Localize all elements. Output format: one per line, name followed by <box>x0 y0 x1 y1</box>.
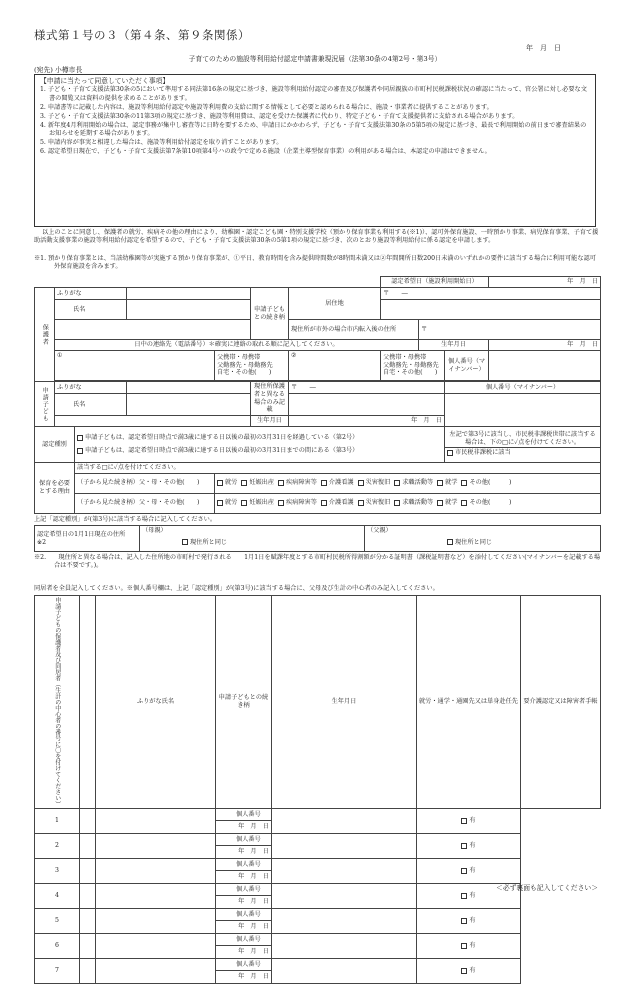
father-address-field[interactable]: （父親） 現住所と同じ <box>365 526 601 552</box>
guardian-label: 保護者 <box>35 288 55 382</box>
contact-1-type[interactable]: 父携帯・母携帯 父勤務先・母勤務先 自宅・その他( ) <box>215 351 289 381</box>
member-care-field: 有 <box>417 809 521 834</box>
col-care: 要介護認定又は障害者手帳 <box>521 596 601 809</box>
member-personal-number-field[interactable]: 個人番号 <box>216 834 272 846</box>
father-same-address-checkbox[interactable] <box>447 539 453 545</box>
member-birthdate-field[interactable]: 年 月 日 <box>216 871 272 884</box>
member-work-field[interactable] <box>272 934 417 959</box>
member-work-field[interactable] <box>272 959 417 984</box>
desired-date-label: 認定希望日（施設利用開始日） <box>381 277 489 288</box>
reason-header: 該当する□に✓点を付けてください。 <box>75 463 601 474</box>
reason-illness-checkbox[interactable] <box>278 500 284 506</box>
reason-1-options: 就労 妊娠出産 疾病障害等 介護看護 災害復旧 求職活動等 就学 その他( ) <box>215 473 601 493</box>
consent-notice-box <box>34 74 596 227</box>
notice-item: 3. 子ども・子育て支援法第30条の11第3項の規定に基づき、施設等利用費は、認定を受けた保護者に代わり、特定子ども・子育て支援提供者に支給される場合があります。 <box>40 112 519 120</box>
reason-care-checkbox[interactable] <box>321 480 327 486</box>
member-personal-number-field[interactable]: 個人番号 <box>216 934 272 946</box>
child-personal-number-label: 個人番号（マイナンバー） <box>445 382 601 394</box>
child-name-label: 氏名 <box>55 394 127 416</box>
member-care-field: 有 <box>417 884 521 909</box>
tax-exempt-checkbox[interactable] <box>447 450 453 456</box>
member-birthdate-field[interactable]: 年 月 日 <box>216 896 272 909</box>
category-3-note: 左記で第3号に該当し、市民税非課税世帯に該当する場合は、下の□に✓点を付けてください。 <box>449 430 596 446</box>
child-birthdate-label: 生年月日 <box>251 416 289 427</box>
member-personal-number-field[interactable]: 個人番号 <box>216 859 272 871</box>
submission-date: 年 月 日 <box>526 44 561 52</box>
member-name-field[interactable] <box>80 884 96 909</box>
child-extra-field[interactable] <box>55 416 251 427</box>
guardian-personal-number-label: 個人番号（マイナンバー） <box>445 351 489 381</box>
desired-date-field[interactable]: 年 月 日 <box>489 277 601 288</box>
guardian-personal-number-field[interactable] <box>489 351 601 381</box>
reason-illness-checkbox[interactable] <box>278 480 284 486</box>
guardian-furigana-field[interactable] <box>127 288 251 300</box>
reason-pregnancy-checkbox[interactable] <box>241 480 247 486</box>
care-checkbox[interactable] <box>461 893 467 899</box>
guardian-name-label: 氏名 <box>55 300 127 320</box>
child-name-field[interactable] <box>127 394 251 416</box>
member-name-field[interactable] <box>80 809 96 834</box>
guardian-extra-field[interactable] <box>55 320 251 340</box>
household-note: 同居者を全員記入してください。※個人番号欄は、上記「認定種別」が(第3号)に該当する場合に、父母及び生計の中心者のみ記入してください。 <box>34 585 439 592</box>
member-work-field[interactable] <box>272 834 417 859</box>
form-subtitle: 子育てのための施設等利用給付認定申請書兼現況届（法第30条の4第2号・第3号） <box>188 55 442 63</box>
back-side-reminder: ＜必ず裏面も記入してください＞ <box>496 884 598 892</box>
reason-label: 保育を必要とする理由 <box>35 463 75 514</box>
note-2: ※2. 現住所と異なる場合は、記入した住所地の市町村で発行される 1月1日を賦課年度とする市町村民税所得割額が分かる証明書（課税証明書など）を添付してください(マイナンバーを記載する場合は不要です。)。 <box>34 554 601 570</box>
child-label: 申請子ども <box>35 382 55 427</box>
jan1-address-label: 認定希望日の1月1日現在の住所 ※2 <box>35 526 140 552</box>
row-number: 7 <box>35 959 80 984</box>
contact-2-field[interactable]: ② <box>289 351 381 381</box>
member-name-field[interactable] <box>80 959 96 984</box>
contact-1-field[interactable]: ① <box>55 351 215 381</box>
care-checkbox[interactable] <box>461 968 467 974</box>
reason-1-relation[interactable]: （子から見た続き柄）父・母・その他( ) <box>75 473 215 493</box>
row-number: 5 <box>35 909 80 934</box>
row-number: 3 <box>35 859 80 884</box>
row-number: 1 <box>35 809 80 834</box>
reason-other-checkbox[interactable] <box>461 480 467 486</box>
guardian-birthdate-label: 生年月日 <box>419 340 489 351</box>
category-2-checkbox[interactable] <box>77 435 83 441</box>
child-furigana-label: ふりがな <box>55 382 127 394</box>
member-relation-field[interactable] <box>96 834 216 859</box>
member-birthdate-field[interactable]: 年 月 日 <box>216 821 272 834</box>
member-personal-number-field[interactable]: 個人番号 <box>216 959 272 971</box>
child-address-field[interactable]: 〒 ― <box>289 382 445 394</box>
member-relation-field[interactable] <box>96 959 216 984</box>
reason-other-checkbox[interactable] <box>461 500 467 506</box>
child-birthdate-field[interactable]: 年 月 日 <box>289 416 445 427</box>
reason-work-checkbox[interactable] <box>217 480 223 486</box>
guardian-relation-label: 申請子どもとの続き柄 <box>251 288 289 340</box>
guardian-name-field[interactable] <box>127 300 251 320</box>
row-number: 6 <box>35 934 80 959</box>
row-number: 4 <box>35 884 80 909</box>
reason-study-checkbox[interactable] <box>437 500 443 506</box>
reason-2-relation[interactable]: （子から見た続き柄）父・母・その他( ) <box>75 493 215 513</box>
reason-work-checkbox[interactable] <box>217 500 223 506</box>
reason-study-checkbox[interactable] <box>437 480 443 486</box>
category-3-text: 申請子どもは、認定希望日時点で満3歳に達する日以後の最初の3月31日までの間にある（第3号） <box>85 447 359 454</box>
member-work-field[interactable] <box>272 859 417 884</box>
member-personal-number-field[interactable]: 個人番号 <box>216 909 272 921</box>
member-work-field[interactable] <box>272 909 417 934</box>
notice-item: 6. 認定希望日現在で、子ども・子育て支援法第7条第10項第4号ハの政令で定める施設（企業主導型保育事業）の利用がある場合は、本認定の申請はできません。 <box>40 148 491 156</box>
notice-item: 5. 申請内容が事実と相違した場合は、施設等利用給付認定を取り消すことがあります。 <box>40 139 283 147</box>
member-work-field[interactable] <box>272 809 417 834</box>
member-relation-field[interactable] <box>96 859 216 884</box>
residence-field[interactable]: 〒 ― <box>381 288 601 300</box>
col-furigana-name: ふりがな氏名 <box>96 596 216 809</box>
care-checkbox[interactable] <box>461 943 467 949</box>
row-number: 2 <box>35 834 80 859</box>
mother-same-address-checkbox[interactable] <box>182 539 188 545</box>
member-name-field[interactable] <box>80 859 96 884</box>
care-checkbox[interactable] <box>461 918 467 924</box>
move-in-address-label: 現住所が市外の場合市内転入後の住所 <box>289 320 419 340</box>
notice-list <box>40 86 590 156</box>
contact-2-type[interactable]: 父携帯・母携帯 父勤務先・母勤務先 自宅・その他( ) <box>381 351 445 381</box>
tax-exempt-cell <box>445 427 601 463</box>
category-2-text: 申請子どもは、認定希望日時点で満3歳に達する日以後の最初の3月31日を経過している（第2号） <box>85 434 359 442</box>
section3-note: 上記「認定種別」が(第3号)に該当する場合に記入してください。 <box>34 516 217 523</box>
child-address-line-field[interactable] <box>289 394 445 416</box>
col-relation: 申請子どもとの続き柄 <box>216 596 272 809</box>
member-care-field: 有 <box>417 959 521 984</box>
member-relation-field[interactable] <box>96 909 216 934</box>
member-relation-field[interactable] <box>96 809 216 834</box>
col-birthdate: 生年月日 <box>272 596 417 809</box>
form-number-title: 様式第１号の３（第４条、第９条関係） <box>34 28 250 42</box>
member-care-field: 有 <box>417 934 521 959</box>
notice-item: 1. 子ども・子育て支援法第30条の5において準用する同法第16条の規定に基づき、施設等利用給付認定の審査及び保護者や同居親族の市町村民税課税状況の確認に当たって、官公署に対し必要な文書の閲覧又は資料の提供を求めることがあります。 <box>40 86 587 102</box>
reason-disaster-checkbox[interactable] <box>358 500 364 506</box>
move-in-address-field[interactable]: 〒 <box>419 320 601 340</box>
category-label: 認定種別 <box>35 427 75 463</box>
addressee: (宛先) 小樽市長 <box>34 66 83 74</box>
member-name-field[interactable] <box>80 834 96 859</box>
mother-address-field[interactable]: （母親） 現住所と同じ <box>140 526 365 552</box>
category-options <box>75 427 445 463</box>
member-care-field: 有 <box>417 834 521 859</box>
member-personal-number-field[interactable]: 個人番号 <box>216 809 272 821</box>
guardian-birthdate-field[interactable]: 年 月 日 <box>489 340 601 351</box>
care-checkbox[interactable] <box>461 868 467 874</box>
member-care-field: 有 <box>417 909 521 934</box>
reason-pregnancy-checkbox[interactable] <box>241 500 247 506</box>
notice-item: 4. 新年度4月利用開始の場合は、認定事務が集中し審査等に日時を要するため、申請日にかかわらず、子ども・子育て支援法第30条の5第5項の規定に基づき、最長で利用開始の前日まで審査結果のお知らせを延期する場合があります。 <box>40 121 587 138</box>
category-3-checkbox[interactable] <box>77 448 83 454</box>
member-birthdate-field[interactable]: 年 月 日 <box>216 921 272 934</box>
member-personal-number-field[interactable]: 個人番号 <box>216 884 272 896</box>
reason-jobseek-checkbox[interactable] <box>394 500 400 506</box>
reason-care-checkbox[interactable] <box>321 500 327 506</box>
notice-heading: 【申請に当たって同意していただく事項】 <box>40 77 170 85</box>
child-personal-number-field[interactable] <box>445 394 601 427</box>
member-name-field[interactable] <box>80 909 96 934</box>
notice-item: 2. 申請書等に記載した内容は、施設等利用給付認定や施設等利用費の支給に関する情報として必要と認められる場合に、施設・事業者に提供することがあります。 <box>40 103 493 111</box>
daytime-contact-label: 日中の連絡先（電話番号）＊確実に連絡の取れる順に記入してください。 <box>55 340 419 351</box>
member-name-field[interactable] <box>80 934 96 959</box>
household-table <box>34 595 601 984</box>
jan1-address-table <box>34 525 601 552</box>
member-relation-field[interactable] <box>96 884 216 909</box>
residence-address-field[interactable] <box>381 300 601 320</box>
reason-2-options: 就労 妊娠出産 疾病障害等 介護看護 災害復旧 求職活動等 就学 その他( ) <box>215 493 601 513</box>
col-work: 就労・通学・通園先又は単身赴任先 <box>417 596 521 809</box>
household-side-label: 申請子どもの保護者及び同居者（生計の中心者の番号に〇を付けてください） <box>35 596 80 809</box>
care-checkbox[interactable] <box>461 818 467 824</box>
child-furigana-field[interactable] <box>127 382 251 394</box>
member-work-field[interactable] <box>272 884 417 909</box>
note-1: ※1. 預かり保育事業とは、当該幼稚園等が実施する預かり保育事業が、①平日、教育時間を含み提供時間数が8時間未満又は②年間開所日数200日未満のいずれかの要件に該当する場合に利用可能な認可外保育施設を含みます。 <box>34 255 596 271</box>
care-checkbox[interactable] <box>461 843 467 849</box>
residence-label: 居住地 <box>289 288 381 320</box>
member-birthdate-field[interactable]: 年 月 日 <box>216 846 272 859</box>
intro-paragraph: 以上のことに同意し、保護者の就労、疾病その他の理由により、幼稚園・認定こども園・特別支援学校（預かり保育事業も利用する(※1)）、認可外保育施設、一時預かり事業、病児保育事業、子育て援助活動支援事業の施設等利用給付認定を希望するので、子ども・子育て支援法第30条の5第1項の規定に基づき、次のとおり施設等利用給付に係る認定を申請します。 <box>34 229 599 245</box>
reason-jobseek-checkbox[interactable] <box>394 480 400 486</box>
child-address-label: 現住所保護者と異なる場合のみ記載 <box>251 382 289 416</box>
applicant-table <box>34 276 601 514</box>
reason-disaster-checkbox[interactable] <box>358 480 364 486</box>
guardian-furigana-label: ふりがな <box>55 288 127 300</box>
member-birthdate-field[interactable]: 年 月 日 <box>216 971 272 984</box>
member-relation-field[interactable] <box>96 934 216 959</box>
member-care-field: 有 <box>417 859 521 884</box>
member-birthdate-field[interactable]: 年 月 日 <box>216 946 272 959</box>
tax-exempt-label: 市民税非課税に該当 <box>455 449 511 457</box>
